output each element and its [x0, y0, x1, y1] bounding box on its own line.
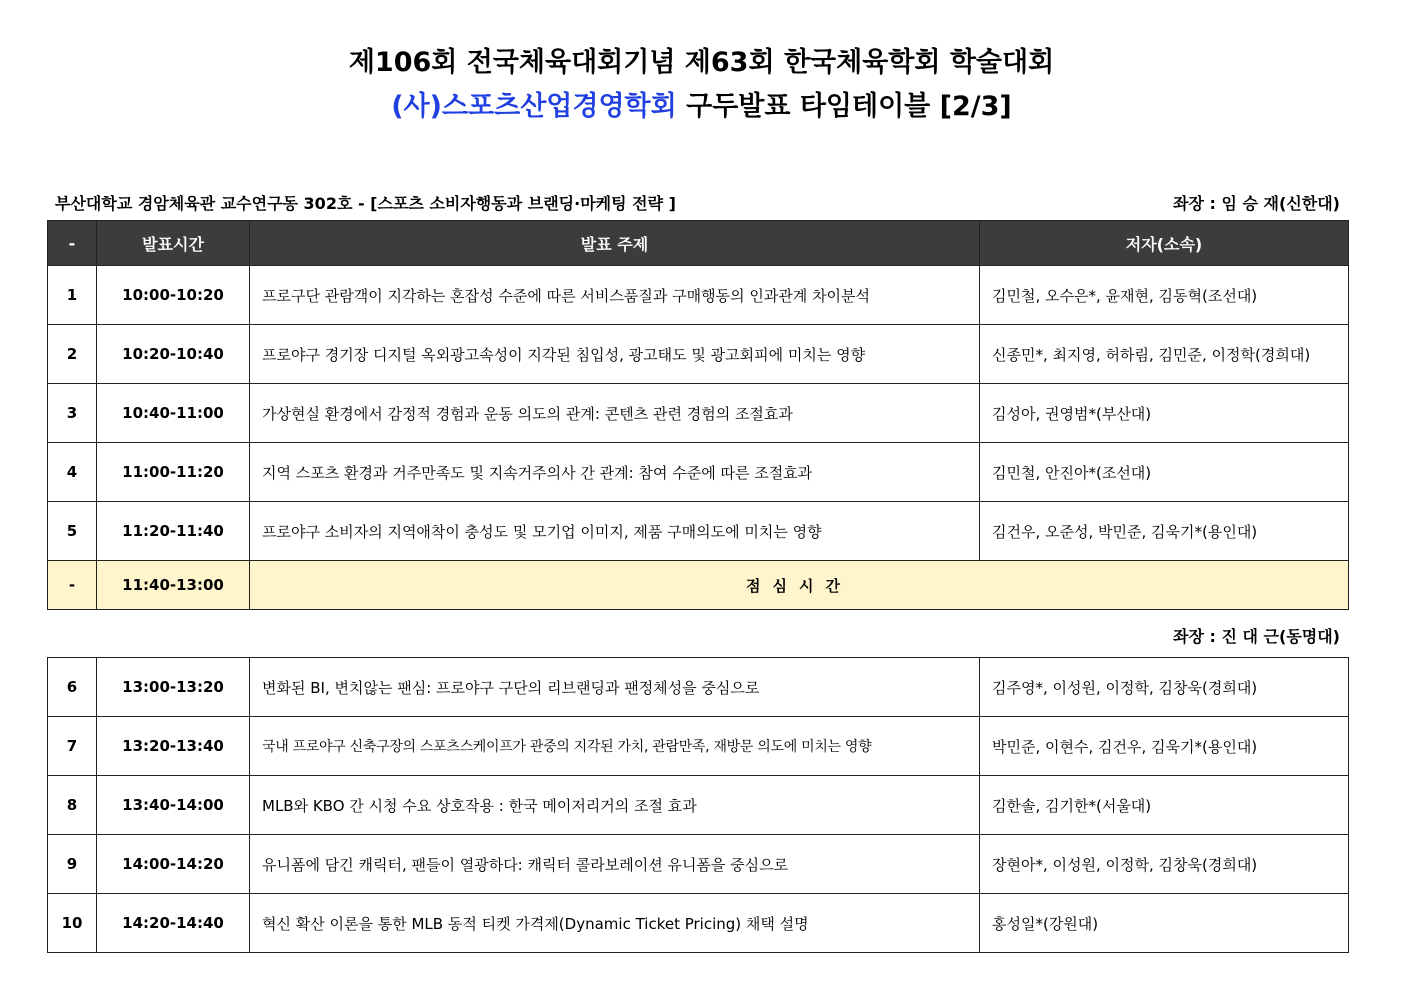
row-authors: 홍성일*(강원대) — [980, 894, 1349, 953]
table-row — [48, 776, 1349, 835]
row-time: 14:20-14:40 — [97, 894, 250, 953]
row-authors: 신종민*, 최지영, 허하림, 김민준, 이정학(경희대) — [980, 325, 1349, 384]
column-header-no: - — [48, 221, 97, 266]
row-no: 7 — [48, 717, 97, 776]
row-authors: 장현아*, 이성원, 이정학, 김창욱(경희대) — [980, 835, 1349, 894]
lunch-no: - — [48, 561, 97, 610]
row-no: 3 — [48, 384, 97, 443]
table-row — [48, 502, 1349, 561]
row-authors: 김민철, 오수은*, 윤재현, 김동혁(조선대) — [980, 266, 1349, 325]
session1-table — [47, 220, 1349, 610]
row-topic: 지역 스포츠 환경과 거주만족도 및 지속거주의사 간 관계: 참여 수준에 따른 조절효과 — [250, 443, 980, 502]
row-authors: 김민철, 안진아*(조선대) — [980, 443, 1349, 502]
row-no: 2 — [48, 325, 97, 384]
page-subtitle — [0, 84, 1403, 123]
page-title: 제106회 전국체육대회기념 제63회 한국체육학회 학술대회 — [348, 47, 1055, 78]
row-topic: 프로구단 관람객이 지각하는 혼잡성 수준에 따른 서비스품질과 구매행동의 인과관계 차이분석 — [250, 266, 980, 325]
column-header-time: 발표시간 — [97, 221, 250, 266]
table-row — [48, 266, 1349, 325]
row-authors: 김한솔, 김기한*(서울대) — [980, 776, 1349, 835]
lunch-row — [48, 561, 1349, 610]
row-no: 1 — [48, 266, 97, 325]
row-time: 10:20-10:40 — [97, 325, 250, 384]
row-no: 9 — [48, 835, 97, 894]
row-time: 14:00-14:20 — [97, 835, 250, 894]
session2-header — [47, 624, 1348, 648]
row-authors: 박민준, 이현수, 김건우, 김욱기*(용인대) — [980, 717, 1349, 776]
row-time: 11:20-11:40 — [97, 502, 250, 561]
table-row — [48, 835, 1349, 894]
row-topic: MLB와 KBO 간 시청 수요 상호작용 : 한국 메이저리거의 조절 효과 — [250, 776, 980, 835]
row-no: 10 — [48, 894, 97, 953]
row-time: 11:00-11:20 — [97, 443, 250, 502]
row-topic: 가상현실 환경에서 감정적 경험과 운동 의도의 관계: 콘텐츠 관련 경험의 조절효과 — [250, 384, 980, 443]
table-row — [48, 325, 1349, 384]
table-row — [48, 658, 1349, 717]
table-row — [48, 717, 1349, 776]
row-topic: 변화된 BI, 변치않는 팬심: 프로야구 구단의 리브랜딩과 팬정체성을 중심으로 — [250, 658, 980, 717]
session1-header — [47, 191, 1348, 215]
row-topic: 프로야구 경기장 디지털 옥외광고속성이 지각된 침입성, 광고태도 및 광고회피에 미치는 영향 — [250, 325, 980, 384]
row-time: 13:00-13:20 — [97, 658, 250, 717]
row-authors: 김주영*, 이성원, 이정학, 김창욱(경희대) — [980, 658, 1349, 717]
table-header-row — [48, 221, 1349, 266]
row-topic: 유니폼에 담긴 캐릭터, 팬들이 열광하다: 캐릭터 콜라보레이션 유니폼을 중심으로 — [250, 835, 980, 894]
row-no: 8 — [48, 776, 97, 835]
row-no: 6 — [48, 658, 97, 717]
row-no: 5 — [48, 502, 97, 561]
row-authors: 김성아, 권영범*(부산대) — [980, 384, 1349, 443]
column-header-authors: 저자(소속) — [980, 221, 1349, 266]
column-header-topic: 발표 주제 — [250, 221, 980, 266]
row-topic: 국내 프로야구 신축구장의 스포츠스케이프가 관중의 지각된 가치, 관람만족, 재방문 의도에 미치는 영향 — [250, 717, 980, 776]
row-time: 13:40-14:00 — [97, 776, 250, 835]
table-row — [48, 384, 1349, 443]
row-topic: 혁신 확산 이론을 통한 MLB 동적 티켓 가격제(Dynamic Ticket Pricing) 채택 설명 — [250, 894, 980, 953]
row-time: 13:20-13:40 — [97, 717, 250, 776]
row-topic: 프로야구 소비자의 지역애착이 충성도 및 모기업 이미지, 제품 구매의도에 미치는 영향 — [250, 502, 980, 561]
society-name: (사)스포츠산업경영학회 — [391, 91, 677, 122]
session2-chair: 좌장 : 진 대 근(동명대) — [1173, 627, 1340, 646]
session2-table — [47, 657, 1349, 953]
session1-location: 부산대학교 경암체육관 교수연구동 302호 - [스포츠 소비자행동과 브랜딩·마케팅 전략 ] — [55, 194, 676, 213]
lunch-time: 11:40-13:00 — [97, 561, 250, 610]
table-row — [48, 443, 1349, 502]
row-no: 4 — [48, 443, 97, 502]
table-row — [48, 894, 1349, 953]
lunch-label: 점심시간 — [250, 561, 1349, 610]
subtitle-rest: 구두발표 타임테이블 [2/3] — [676, 91, 1012, 122]
row-authors: 김건우, 오준성, 박민준, 김욱기*(용인대) — [980, 502, 1349, 561]
session1-chair: 좌장 : 임 승 재(신한대) — [1173, 194, 1340, 213]
row-time: 10:40-11:00 — [97, 384, 250, 443]
row-time: 10:00-10:20 — [97, 266, 250, 325]
